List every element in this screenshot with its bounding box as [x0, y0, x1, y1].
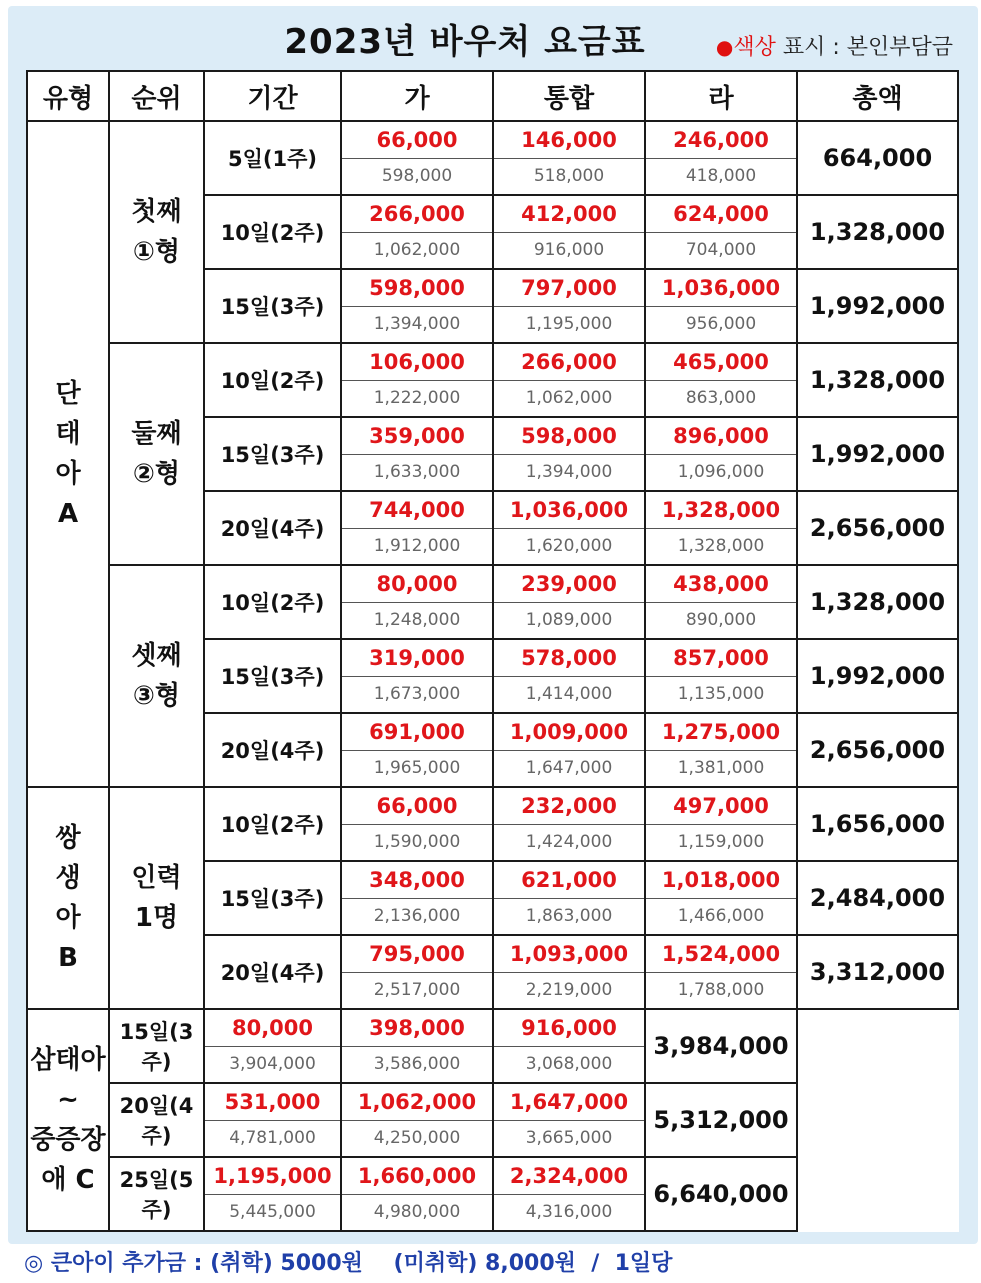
ra-self-pay: 1,524,000: [646, 936, 796, 973]
ra-self-pay: 1,036,000: [646, 270, 796, 307]
tonghap-self-pay: 1,062,000: [342, 1084, 492, 1121]
ga-cell: [341, 195, 493, 269]
ga-self-pay: 348,000: [342, 862, 492, 899]
tonghap-cell: [341, 1157, 493, 1231]
ga-cell: [341, 713, 493, 787]
tonghap-cell: [493, 269, 645, 343]
period-cell: 10일(2주): [204, 565, 341, 639]
header-tonghap: 통합: [493, 71, 645, 121]
ra-cell: [493, 1009, 645, 1083]
total-cell: 2,656,000: [797, 713, 958, 787]
ra-support: 4,316,000: [525, 1202, 613, 1222]
tonghap-support: 4,980,000: [373, 1202, 461, 1222]
rank-cell: 첫째 ①형: [109, 121, 204, 343]
total-cell: 1,992,000: [797, 639, 958, 713]
ra-self-pay: 1,275,000: [646, 714, 796, 751]
period-cell: 10일(2주): [204, 787, 341, 861]
ga-cell: [204, 1009, 341, 1083]
ga-self-pay: 266,000: [342, 196, 492, 233]
ra-self-pay: 465,000: [646, 344, 796, 381]
ga-support: 2,136,000: [373, 906, 461, 926]
period-cell: 15일(3주): [109, 1009, 204, 1083]
tonghap-self-pay: 239,000: [494, 566, 644, 603]
tonghap-cell: [341, 1083, 493, 1157]
ra-self-pay: 1,328,000: [646, 492, 796, 529]
ga-self-pay: 80,000: [342, 566, 492, 603]
ra-self-pay: 438,000: [646, 566, 796, 603]
ga-support: 2,517,000: [373, 980, 461, 1000]
tonghap-support: 3,586,000: [373, 1054, 461, 1074]
ra-support: 1,159,000: [677, 832, 765, 852]
total-cell: 2,484,000: [797, 861, 958, 935]
ra-cell: [645, 639, 797, 713]
tonghap-cell: [493, 195, 645, 269]
ga-support: 1,590,000: [373, 832, 461, 852]
tonghap-support: 1,062,000: [525, 388, 613, 408]
ga-cell: [341, 787, 493, 861]
period-cell: 20일(4주): [204, 935, 341, 1009]
type-cell: 삼태아~ 중증장애 C: [27, 1009, 109, 1231]
legend-color-word: 색상: [733, 35, 776, 60]
tonghap-cell: [493, 787, 645, 861]
header-rank: 순위: [109, 71, 204, 121]
ga-self-pay: 66,000: [342, 788, 492, 825]
ra-self-pay: 497,000: [646, 788, 796, 825]
header-type: 유형: [27, 71, 109, 121]
ga-support: 1,912,000: [373, 536, 461, 556]
ra-cell: [493, 1083, 645, 1157]
tonghap-support: 4,250,000: [373, 1128, 461, 1148]
rank-cell: 셋째 ③형: [109, 565, 204, 787]
red-dot-icon: ●: [715, 35, 734, 59]
ga-self-pay: 598,000: [342, 270, 492, 307]
tonghap-cell: [341, 1009, 493, 1083]
ra-support: 1,788,000: [677, 980, 765, 1000]
ga-support: 5,445,000: [229, 1202, 316, 1222]
ra-support: 1,328,000: [677, 536, 765, 556]
ra-self-pay: 2,324,000: [494, 1158, 644, 1195]
ga-cell: [341, 121, 493, 195]
ra-cell: [645, 121, 797, 195]
rank-cell: 인력 1명: [109, 787, 204, 1009]
ra-cell: [645, 861, 797, 935]
ga-cell: [204, 1083, 341, 1157]
ga-support: 3,904,000: [229, 1054, 316, 1074]
ga-cell: [341, 861, 493, 935]
ra-self-pay: 624,000: [646, 196, 796, 233]
tonghap-self-pay: 1,036,000: [494, 492, 644, 529]
ga-self-pay: 1,195,000: [205, 1158, 340, 1195]
ga-self-pay: 106,000: [342, 344, 492, 381]
tonghap-support: 1,414,000: [525, 684, 613, 704]
tonghap-self-pay: 621,000: [494, 862, 644, 899]
table-row: [27, 787, 958, 861]
ra-support: 863,000: [685, 388, 757, 408]
period-cell: 15일(3주): [204, 861, 341, 935]
ga-cell: [341, 343, 493, 417]
tonghap-cell: [493, 713, 645, 787]
table-row: [27, 1009, 958, 1083]
tonghap-cell: [493, 491, 645, 565]
ga-support: 1,222,000: [373, 388, 461, 408]
tonghap-self-pay: 598,000: [494, 418, 644, 455]
ra-cell: [645, 269, 797, 343]
ga-support: 1,673,000: [373, 684, 461, 704]
period-cell: 25일(5주): [109, 1157, 204, 1231]
tonghap-cell: [493, 935, 645, 1009]
table-row: [27, 1157, 958, 1231]
ga-cell: [204, 1157, 341, 1231]
fee-table: [26, 70, 959, 1232]
ra-cell: [493, 1157, 645, 1231]
ra-cell: [645, 491, 797, 565]
ga-self-pay: 531,000: [205, 1084, 340, 1121]
tonghap-self-pay: 578,000: [494, 640, 644, 677]
period-cell: 20일(4주): [204, 491, 341, 565]
ra-self-pay: 896,000: [646, 418, 796, 455]
ga-self-pay: 319,000: [342, 640, 492, 677]
tonghap-cell: [493, 861, 645, 935]
ra-support: 1,381,000: [677, 758, 765, 778]
period-cell: 20일(4주): [109, 1083, 204, 1157]
total-cell: 1,328,000: [797, 343, 958, 417]
header-ga: 가: [341, 71, 493, 121]
header-row: [27, 71, 958, 121]
header-total: 총액: [797, 71, 958, 121]
ra-cell: [645, 417, 797, 491]
ra-support: 418,000: [685, 166, 757, 186]
tonghap-self-pay: 146,000: [494, 122, 644, 159]
tonghap-self-pay: 1,009,000: [494, 714, 644, 751]
total-cell: 3,984,000: [645, 1009, 797, 1083]
ga-self-pay: 66,000: [342, 122, 492, 159]
ga-support: 1,062,000: [373, 240, 461, 260]
ga-support: 1,248,000: [373, 610, 461, 630]
ra-cell: [645, 343, 797, 417]
tonghap-support: 1,863,000: [525, 906, 613, 926]
ra-self-pay: 857,000: [646, 640, 796, 677]
total-cell: 3,312,000: [797, 935, 958, 1009]
tonghap-support: 1,620,000: [525, 536, 613, 556]
total-cell: 664,000: [797, 121, 958, 195]
ga-support: 1,633,000: [373, 462, 461, 482]
ga-self-pay: 795,000: [342, 936, 492, 973]
ra-cell: [645, 935, 797, 1009]
ra-support: 1,466,000: [677, 906, 765, 926]
page-title: 2023년 바우처 요금표: [284, 22, 646, 62]
tonghap-self-pay: 1,093,000: [494, 936, 644, 973]
tonghap-support: 1,195,000: [525, 314, 613, 334]
footer-note: ◎ 큰아이 추가금 : (취학) 5000원 (미취학) 8,000원 / 1일당: [24, 1251, 673, 1276]
ga-cell: [341, 565, 493, 639]
header-ra: 라: [645, 71, 797, 121]
period-cell: 15일(3주): [204, 417, 341, 491]
color-legend: [716, 30, 953, 61]
total-cell: 1,328,000: [797, 195, 958, 269]
total-cell: 6,640,000: [645, 1157, 797, 1231]
tonghap-support: 1,424,000: [525, 832, 613, 852]
period-cell: 15일(3주): [204, 269, 341, 343]
ra-support: 704,000: [685, 240, 757, 260]
ra-cell: [645, 565, 797, 639]
ga-cell: [341, 639, 493, 713]
tonghap-self-pay: 266,000: [494, 344, 644, 381]
header-period: 기간: [204, 71, 341, 121]
period-cell: 10일(2주): [204, 343, 341, 417]
total-cell: 1,992,000: [797, 269, 958, 343]
tonghap-self-pay: 797,000: [494, 270, 644, 307]
ga-self-pay: 80,000: [205, 1010, 340, 1047]
tonghap-self-pay: 232,000: [494, 788, 644, 825]
total-cell: 1,656,000: [797, 787, 958, 861]
ga-cell: [341, 269, 493, 343]
ra-self-pay: 916,000: [494, 1010, 644, 1047]
ga-self-pay: 744,000: [342, 492, 492, 529]
total-cell: 2,656,000: [797, 491, 958, 565]
tonghap-self-pay: 412,000: [494, 196, 644, 233]
ga-support: 598,000: [381, 166, 453, 186]
type-cell: 단 태 아 A: [27, 121, 109, 787]
table-row: [27, 565, 958, 639]
ra-support: 956,000: [685, 314, 757, 334]
tonghap-cell: [493, 639, 645, 713]
tonghap-cell: [493, 343, 645, 417]
period-cell: 10일(2주): [204, 195, 341, 269]
tonghap-support: 1,394,000: [525, 462, 613, 482]
ga-support: 4,781,000: [229, 1128, 316, 1148]
tonghap-cell: [493, 121, 645, 195]
tonghap-support: 916,000: [533, 240, 605, 260]
tonghap-support: 518,000: [533, 166, 605, 186]
ra-cell: [645, 787, 797, 861]
ga-self-pay: 691,000: [342, 714, 492, 751]
table-row: [27, 121, 958, 195]
ga-support: 1,965,000: [373, 758, 461, 778]
ga-cell: [341, 417, 493, 491]
tonghap-support: 2,219,000: [525, 980, 613, 1000]
total-cell: 5,312,000: [645, 1083, 797, 1157]
rank-cell: 둘째 ②형: [109, 343, 204, 565]
legend-text: 표시 : 본인부담금: [775, 35, 953, 60]
ga-support: 1,394,000: [373, 314, 461, 334]
period-cell: 15일(3주): [204, 639, 341, 713]
ra-support: 3,068,000: [525, 1054, 613, 1074]
tonghap-support: 1,089,000: [525, 610, 613, 630]
ra-support: 3,665,000: [525, 1128, 613, 1148]
tonghap-self-pay: 1,660,000: [342, 1158, 492, 1195]
ra-self-pay: 1,647,000: [494, 1084, 644, 1121]
total-cell: 1,328,000: [797, 565, 958, 639]
ga-self-pay: 359,000: [342, 418, 492, 455]
ra-self-pay: 1,018,000: [646, 862, 796, 899]
ra-self-pay: 246,000: [646, 122, 796, 159]
period-cell: 5일(1주): [204, 121, 341, 195]
ra-cell: [645, 713, 797, 787]
tonghap-cell: [493, 417, 645, 491]
ra-support: 890,000: [685, 610, 757, 630]
tonghap-self-pay: 398,000: [342, 1010, 492, 1047]
type-cell: 쌍 생 아 B: [27, 787, 109, 1009]
ra-cell: [645, 195, 797, 269]
total-cell: 1,992,000: [797, 417, 958, 491]
ra-support: 1,135,000: [677, 684, 765, 704]
table-row: [27, 1083, 958, 1157]
tonghap-cell: [493, 565, 645, 639]
table-row: [27, 343, 958, 417]
ga-cell: [341, 491, 493, 565]
ra-support: 1,096,000: [677, 462, 765, 482]
period-cell: 20일(4주): [204, 713, 341, 787]
ga-cell: [341, 935, 493, 1009]
tonghap-support: 1,647,000: [525, 758, 613, 778]
